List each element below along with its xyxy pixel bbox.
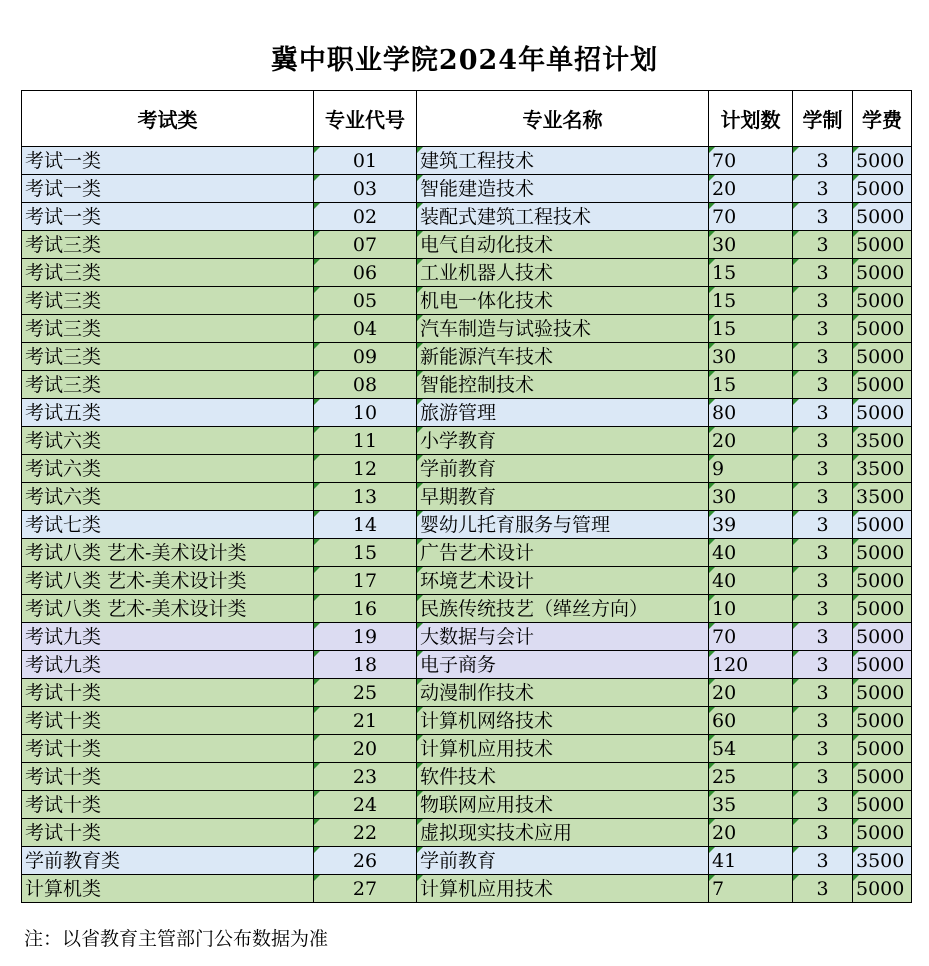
cell-duration: 3 xyxy=(793,651,853,679)
cell-duration: 3 xyxy=(793,287,853,315)
cell-exam-category: 考试十类 xyxy=(22,735,314,763)
table-row xyxy=(22,539,912,567)
cell-exam-category: 考试三类 xyxy=(22,315,314,343)
cell-major-name: 装配式建筑工程技术 xyxy=(417,203,709,231)
header-plan-count: 计划数 xyxy=(709,91,793,147)
cell-duration: 3 xyxy=(793,427,853,455)
cell-exam-category: 考试五类 xyxy=(22,399,314,427)
cell-major-name: 新能源汽车技术 xyxy=(417,343,709,371)
cell-major-code: 12 xyxy=(314,455,417,483)
cell-major-code: 04 xyxy=(314,315,417,343)
cell-exam-category: 考试八类 艺术-美术设计类 xyxy=(22,567,314,595)
cell-exam-category: 学前教育类 xyxy=(22,847,314,875)
cell-exam-category: 考试六类 xyxy=(22,455,314,483)
cell-plan-count: 15 xyxy=(709,315,793,343)
cell-tuition: 5000 xyxy=(853,595,912,623)
cell-duration: 3 xyxy=(793,343,853,371)
table-row xyxy=(22,567,912,595)
cell-tuition: 3500 xyxy=(853,483,912,511)
table-row xyxy=(22,343,912,371)
cell-exam-category: 考试八类 艺术-美术设计类 xyxy=(22,595,314,623)
cell-major-name: 虚拟现实技术应用 xyxy=(417,819,709,847)
table-row xyxy=(22,175,912,203)
cell-major-name: 大数据与会计 xyxy=(417,623,709,651)
table-row xyxy=(22,259,912,287)
cell-duration: 3 xyxy=(793,455,853,483)
cell-exam-category: 考试一类 xyxy=(22,175,314,203)
cell-major-name: 软件技术 xyxy=(417,763,709,791)
cell-exam-category: 考试八类 艺术-美术设计类 xyxy=(22,539,314,567)
header-tuition: 学费 xyxy=(853,91,912,147)
cell-major-name: 汽车制造与试验技术 xyxy=(417,315,709,343)
cell-duration: 3 xyxy=(793,623,853,651)
cell-duration: 3 xyxy=(793,539,853,567)
cell-major-name: 智能控制技术 xyxy=(417,371,709,399)
cell-major-name: 建筑工程技术 xyxy=(417,147,709,175)
table-row xyxy=(22,231,912,259)
cell-duration: 3 xyxy=(793,399,853,427)
cell-exam-category: 考试三类 xyxy=(22,343,314,371)
cell-tuition: 5000 xyxy=(853,567,912,595)
cell-major-name: 电气自动化技术 xyxy=(417,231,709,259)
cell-tuition: 5000 xyxy=(853,791,912,819)
cell-tuition: 3500 xyxy=(853,847,912,875)
cell-duration: 3 xyxy=(793,511,853,539)
header-major-name: 专业名称 xyxy=(417,91,709,147)
cell-plan-count: 54 xyxy=(709,735,793,763)
table-row xyxy=(22,735,912,763)
cell-duration: 3 xyxy=(793,791,853,819)
cell-plan-count: 70 xyxy=(709,623,793,651)
cell-major-name: 机电一体化技术 xyxy=(417,287,709,315)
cell-major-code: 21 xyxy=(314,707,417,735)
cell-major-name: 早期教育 xyxy=(417,483,709,511)
cell-major-code: 25 xyxy=(314,679,417,707)
cell-tuition: 5000 xyxy=(853,623,912,651)
cell-major-code: 14 xyxy=(314,511,417,539)
cell-tuition: 5000 xyxy=(853,371,912,399)
cell-plan-count: 30 xyxy=(709,231,793,259)
cell-exam-category: 计算机类 xyxy=(22,875,314,903)
table-row xyxy=(22,147,912,175)
cell-duration: 3 xyxy=(793,875,853,903)
cell-exam-category: 考试十类 xyxy=(22,763,314,791)
cell-exam-category: 考试三类 xyxy=(22,259,314,287)
cell-plan-count: 7 xyxy=(709,875,793,903)
cell-exam-category: 考试十类 xyxy=(22,791,314,819)
cell-duration: 3 xyxy=(793,763,853,791)
cell-plan-count: 9 xyxy=(709,455,793,483)
cell-duration: 3 xyxy=(793,735,853,763)
header-major-code: 专业代号 xyxy=(314,91,417,147)
cell-major-name: 旅游管理 xyxy=(417,399,709,427)
cell-plan-count: 41 xyxy=(709,847,793,875)
cell-major-name: 学前教育 xyxy=(417,455,709,483)
cell-duration: 3 xyxy=(793,259,853,287)
cell-plan-count: 60 xyxy=(709,707,793,735)
cell-exam-category: 考试九类 xyxy=(22,651,314,679)
cell-plan-count: 39 xyxy=(709,511,793,539)
cell-major-code: 06 xyxy=(314,259,417,287)
cell-duration: 3 xyxy=(793,819,853,847)
cell-major-code: 16 xyxy=(314,595,417,623)
cell-major-name: 学前教育 xyxy=(417,847,709,875)
cell-exam-category: 考试三类 xyxy=(22,371,314,399)
cell-major-name: 婴幼儿托育服务与管理 xyxy=(417,511,709,539)
cell-tuition: 5000 xyxy=(853,315,912,343)
cell-exam-category: 考试十类 xyxy=(22,679,314,707)
table-row xyxy=(22,483,912,511)
cell-major-name: 计算机网络技术 xyxy=(417,707,709,735)
cell-major-name: 智能建造技术 xyxy=(417,175,709,203)
cell-tuition: 5000 xyxy=(853,539,912,567)
cell-exam-category: 考试六类 xyxy=(22,483,314,511)
cell-duration: 3 xyxy=(793,595,853,623)
cell-tuition: 5000 xyxy=(853,651,912,679)
cell-major-code: 03 xyxy=(314,175,417,203)
cell-major-code: 08 xyxy=(314,371,417,399)
cell-duration: 3 xyxy=(793,315,853,343)
header-exam-category: 考试类 xyxy=(22,91,314,147)
cell-exam-category: 考试七类 xyxy=(22,511,314,539)
cell-tuition: 5000 xyxy=(853,147,912,175)
table-row xyxy=(22,287,912,315)
cell-plan-count: 120 xyxy=(709,651,793,679)
cell-major-name: 动漫制作技术 xyxy=(417,679,709,707)
cell-duration: 3 xyxy=(793,679,853,707)
cell-plan-count: 20 xyxy=(709,175,793,203)
cell-plan-count: 30 xyxy=(709,483,793,511)
cell-major-code: 24 xyxy=(314,791,417,819)
cell-duration: 3 xyxy=(793,175,853,203)
cell-major-name: 工业机器人技术 xyxy=(417,259,709,287)
cell-tuition: 5000 xyxy=(853,399,912,427)
cell-plan-count: 80 xyxy=(709,399,793,427)
cell-duration: 3 xyxy=(793,567,853,595)
header-duration: 学制 xyxy=(793,91,853,147)
cell-tuition: 5000 xyxy=(853,231,912,259)
cell-plan-count: 70 xyxy=(709,147,793,175)
cell-exam-category: 考试一类 xyxy=(22,203,314,231)
cell-duration: 3 xyxy=(793,371,853,399)
table-row xyxy=(22,651,912,679)
cell-exam-category: 考试六类 xyxy=(22,427,314,455)
cell-plan-count: 40 xyxy=(709,567,793,595)
cell-major-code: 05 xyxy=(314,287,417,315)
cell-major-code: 27 xyxy=(314,875,417,903)
cell-major-name: 民族传统技艺（缂丝方向） xyxy=(417,595,709,623)
cell-major-name: 环境艺术设计 xyxy=(417,567,709,595)
cell-duration: 3 xyxy=(793,231,853,259)
cell-tuition: 5000 xyxy=(853,875,912,903)
table-row xyxy=(22,819,912,847)
cell-major-name: 电子商务 xyxy=(417,651,709,679)
table-row xyxy=(22,847,912,875)
cell-exam-category: 考试三类 xyxy=(22,231,314,259)
cell-major-code: 15 xyxy=(314,539,417,567)
cell-plan-count: 20 xyxy=(709,427,793,455)
cell-plan-count: 20 xyxy=(709,819,793,847)
table-row xyxy=(22,315,912,343)
cell-exam-category: 考试九类 xyxy=(22,623,314,651)
cell-tuition: 3500 xyxy=(853,427,912,455)
cell-exam-category: 考试十类 xyxy=(22,819,314,847)
table-row xyxy=(22,595,912,623)
cell-major-code: 18 xyxy=(314,651,417,679)
footnote: 注：以省教育主管部门公布数据为准 xyxy=(24,928,329,950)
cell-tuition: 5000 xyxy=(853,287,912,315)
cell-duration: 3 xyxy=(793,483,853,511)
cell-major-name: 物联网应用技术 xyxy=(417,791,709,819)
page-title: 冀中职业学院2024年单招计划 xyxy=(270,45,659,76)
cell-major-code: 26 xyxy=(314,847,417,875)
cell-major-name: 小学教育 xyxy=(417,427,709,455)
cell-major-code: 17 xyxy=(314,567,417,595)
cell-plan-count: 25 xyxy=(709,763,793,791)
cell-plan-count: 15 xyxy=(709,259,793,287)
cell-major-code: 09 xyxy=(314,343,417,371)
table-row xyxy=(22,427,912,455)
cell-tuition: 5000 xyxy=(853,707,912,735)
cell-plan-count: 15 xyxy=(709,287,793,315)
table-row xyxy=(22,875,912,903)
cell-major-code: 20 xyxy=(314,735,417,763)
table-row xyxy=(22,707,912,735)
table-row xyxy=(22,763,912,791)
cell-exam-category: 考试三类 xyxy=(22,287,314,315)
cell-major-name: 计算机应用技术 xyxy=(417,875,709,903)
cell-tuition: 5000 xyxy=(853,259,912,287)
cell-tuition: 5000 xyxy=(853,175,912,203)
cell-plan-count: 70 xyxy=(709,203,793,231)
cell-plan-count: 10 xyxy=(709,595,793,623)
cell-duration: 3 xyxy=(793,847,853,875)
table-row xyxy=(22,455,912,483)
cell-major-code: 13 xyxy=(314,483,417,511)
cell-plan-count: 40 xyxy=(709,539,793,567)
cell-major-code: 10 xyxy=(314,399,417,427)
cell-duration: 3 xyxy=(793,147,853,175)
table-row xyxy=(22,623,912,651)
cell-tuition: 5000 xyxy=(853,203,912,231)
cell-major-code: 02 xyxy=(314,203,417,231)
cell-major-code: 07 xyxy=(314,231,417,259)
cell-tuition: 5000 xyxy=(853,735,912,763)
cell-tuition: 5000 xyxy=(853,679,912,707)
cell-duration: 3 xyxy=(793,707,853,735)
cell-tuition: 5000 xyxy=(853,511,912,539)
cell-major-code: 01 xyxy=(314,147,417,175)
cell-plan-count: 30 xyxy=(709,343,793,371)
table-row xyxy=(22,791,912,819)
table-row xyxy=(22,511,912,539)
cell-plan-count: 35 xyxy=(709,791,793,819)
cell-tuition: 3500 xyxy=(853,455,912,483)
cell-plan-count: 20 xyxy=(709,679,793,707)
cell-major-code: 19 xyxy=(314,623,417,651)
table-row xyxy=(22,679,912,707)
header-row xyxy=(22,91,912,147)
table-row xyxy=(22,203,912,231)
cell-plan-count: 15 xyxy=(709,371,793,399)
cell-tuition: 5000 xyxy=(853,763,912,791)
table-row xyxy=(22,399,912,427)
cell-tuition: 5000 xyxy=(853,343,912,371)
cell-exam-category: 考试十类 xyxy=(22,707,314,735)
cell-major-code: 23 xyxy=(314,763,417,791)
cell-tuition: 5000 xyxy=(853,819,912,847)
cell-major-name: 广告艺术设计 xyxy=(417,539,709,567)
cell-major-code: 11 xyxy=(314,427,417,455)
cell-major-code: 22 xyxy=(314,819,417,847)
cell-major-name: 计算机应用技术 xyxy=(417,735,709,763)
cell-exam-category: 考试一类 xyxy=(22,147,314,175)
enrollment-plan-table xyxy=(21,90,912,903)
cell-duration: 3 xyxy=(793,203,853,231)
table-row xyxy=(22,371,912,399)
